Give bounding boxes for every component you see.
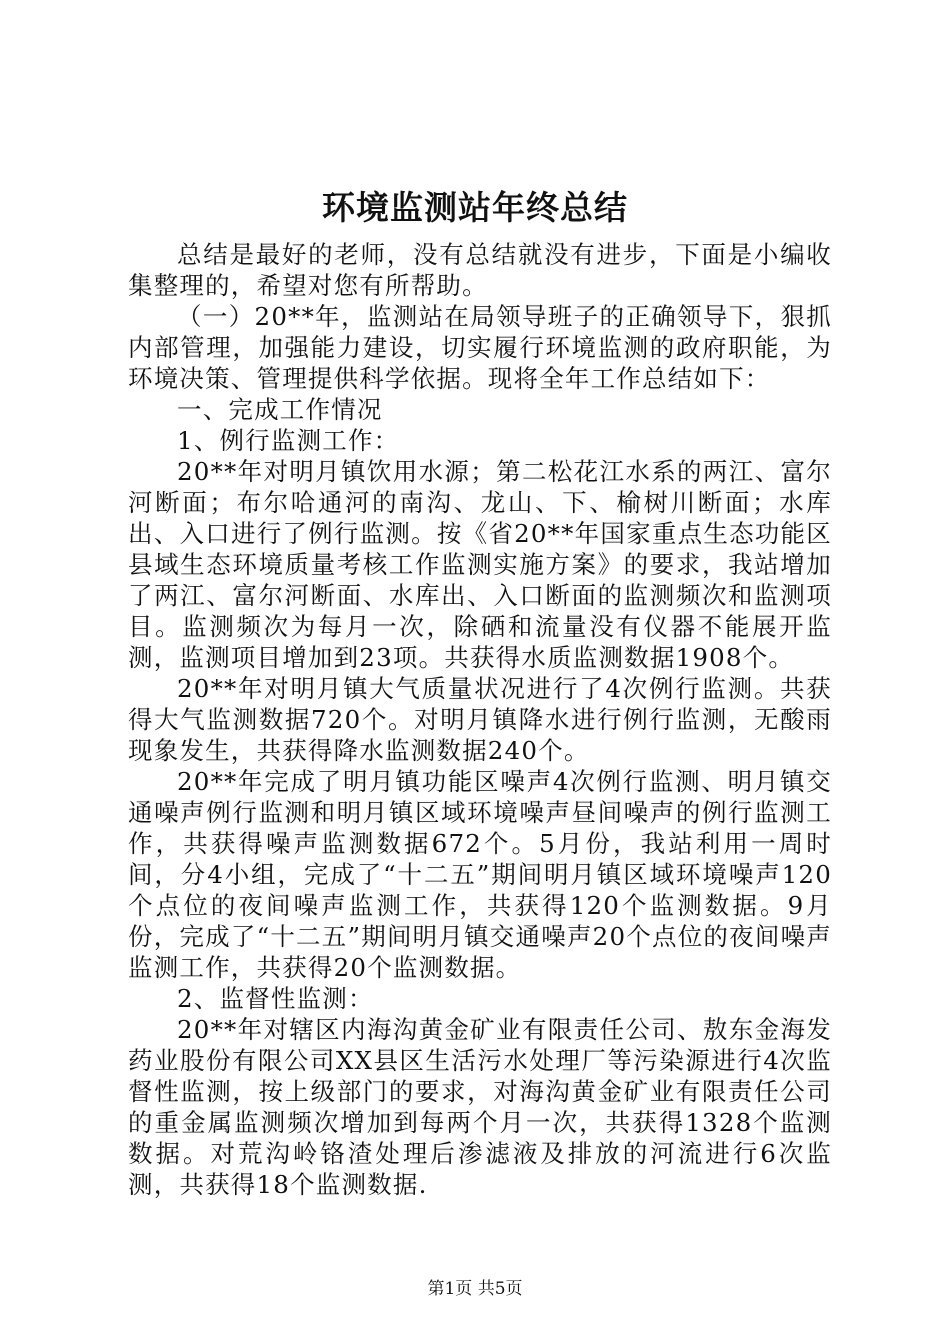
paragraph-air-monitoring: 20**年对明月镇大气质量状况进行了4次例行监测。共获得大气监测数据720个。对明月镇降水进行例行监测，无酸雨现象发生，共获得降水监测数据240个。 [128, 674, 832, 765]
paragraph-overview: （一）20**年，监测站在局领导班子的正确领导下，狠抓内部管理，加强能力建设，切实履行环境监测的政府职能，为环境决策、管理提供科学依据。现将全年工作总结如下： [128, 302, 832, 393]
paragraph-intro: 总结是最好的老师，没有总结就没有进步，下面是小编收集整理的，希望对您有所帮助。 [128, 240, 832, 300]
paragraph-water-monitoring: 20**年对明月镇饮用水源；第二松花江水系的两江、富尔河断面；布尔哈通河的南沟、龙山、下、榆树川断面；水库出、入口进行了例行监测。按《省20**年国家重点生态功能区县域生态环境质量考核工作监测实施方案》的要求，我站增加了两江、富尔河断面、水库出、入口断面的监测频次和监测项目。监测频次为每月一次，除硒和流量没有仪器不能展开监测，监测项目增加到23项。共获得水质监测数据1908个。 [128, 457, 832, 672]
document-body [128, 239, 832, 1200]
document-title: 环境监测站年终总结 [322, 188, 628, 227]
subsection-heading: 1、例行监测工作： [177, 426, 400, 455]
paragraph-noise-monitoring: 20**年完成了明月镇功能区噪声4次例行监测、明月镇交通噪声例行监测和明月镇区域环境噪声昼间噪声的例行监测工作，共获得噪声监测数据672个。5月份，我站利用一周时间，分4小组，完成了“十二五”期间明月镇区域环境噪声120个点位的夜间噪声监测工作，共获得120个监测数据。9月份，完成了“十二五”期间明月镇交通噪声20个点位的夜间噪声监测工作，共获得20个监测数据。 [128, 767, 832, 982]
paragraph-supervisory-monitoring: 20**年对辖区内海沟黄金矿业有限责任公司、敖东金海发药业股份有限公司XX县区生活污水处理厂等污染源进行4次监督性监测，按上级部门的要求，对海沟黄金矿业有限责任公司的重金属监测频次增加到每两个月一次，共获得1328个监测数据。对荒沟岭铬渣处理后渗滤液及排放的河流进行6次监测，共获得18个监测数据. [128, 1015, 832, 1199]
subsection-heading: 2、监督性监测： [177, 984, 374, 1013]
page-footer: 第1页 共5页 [427, 1279, 523, 1299]
section-heading: 一、完成工作情况 [177, 395, 383, 424]
